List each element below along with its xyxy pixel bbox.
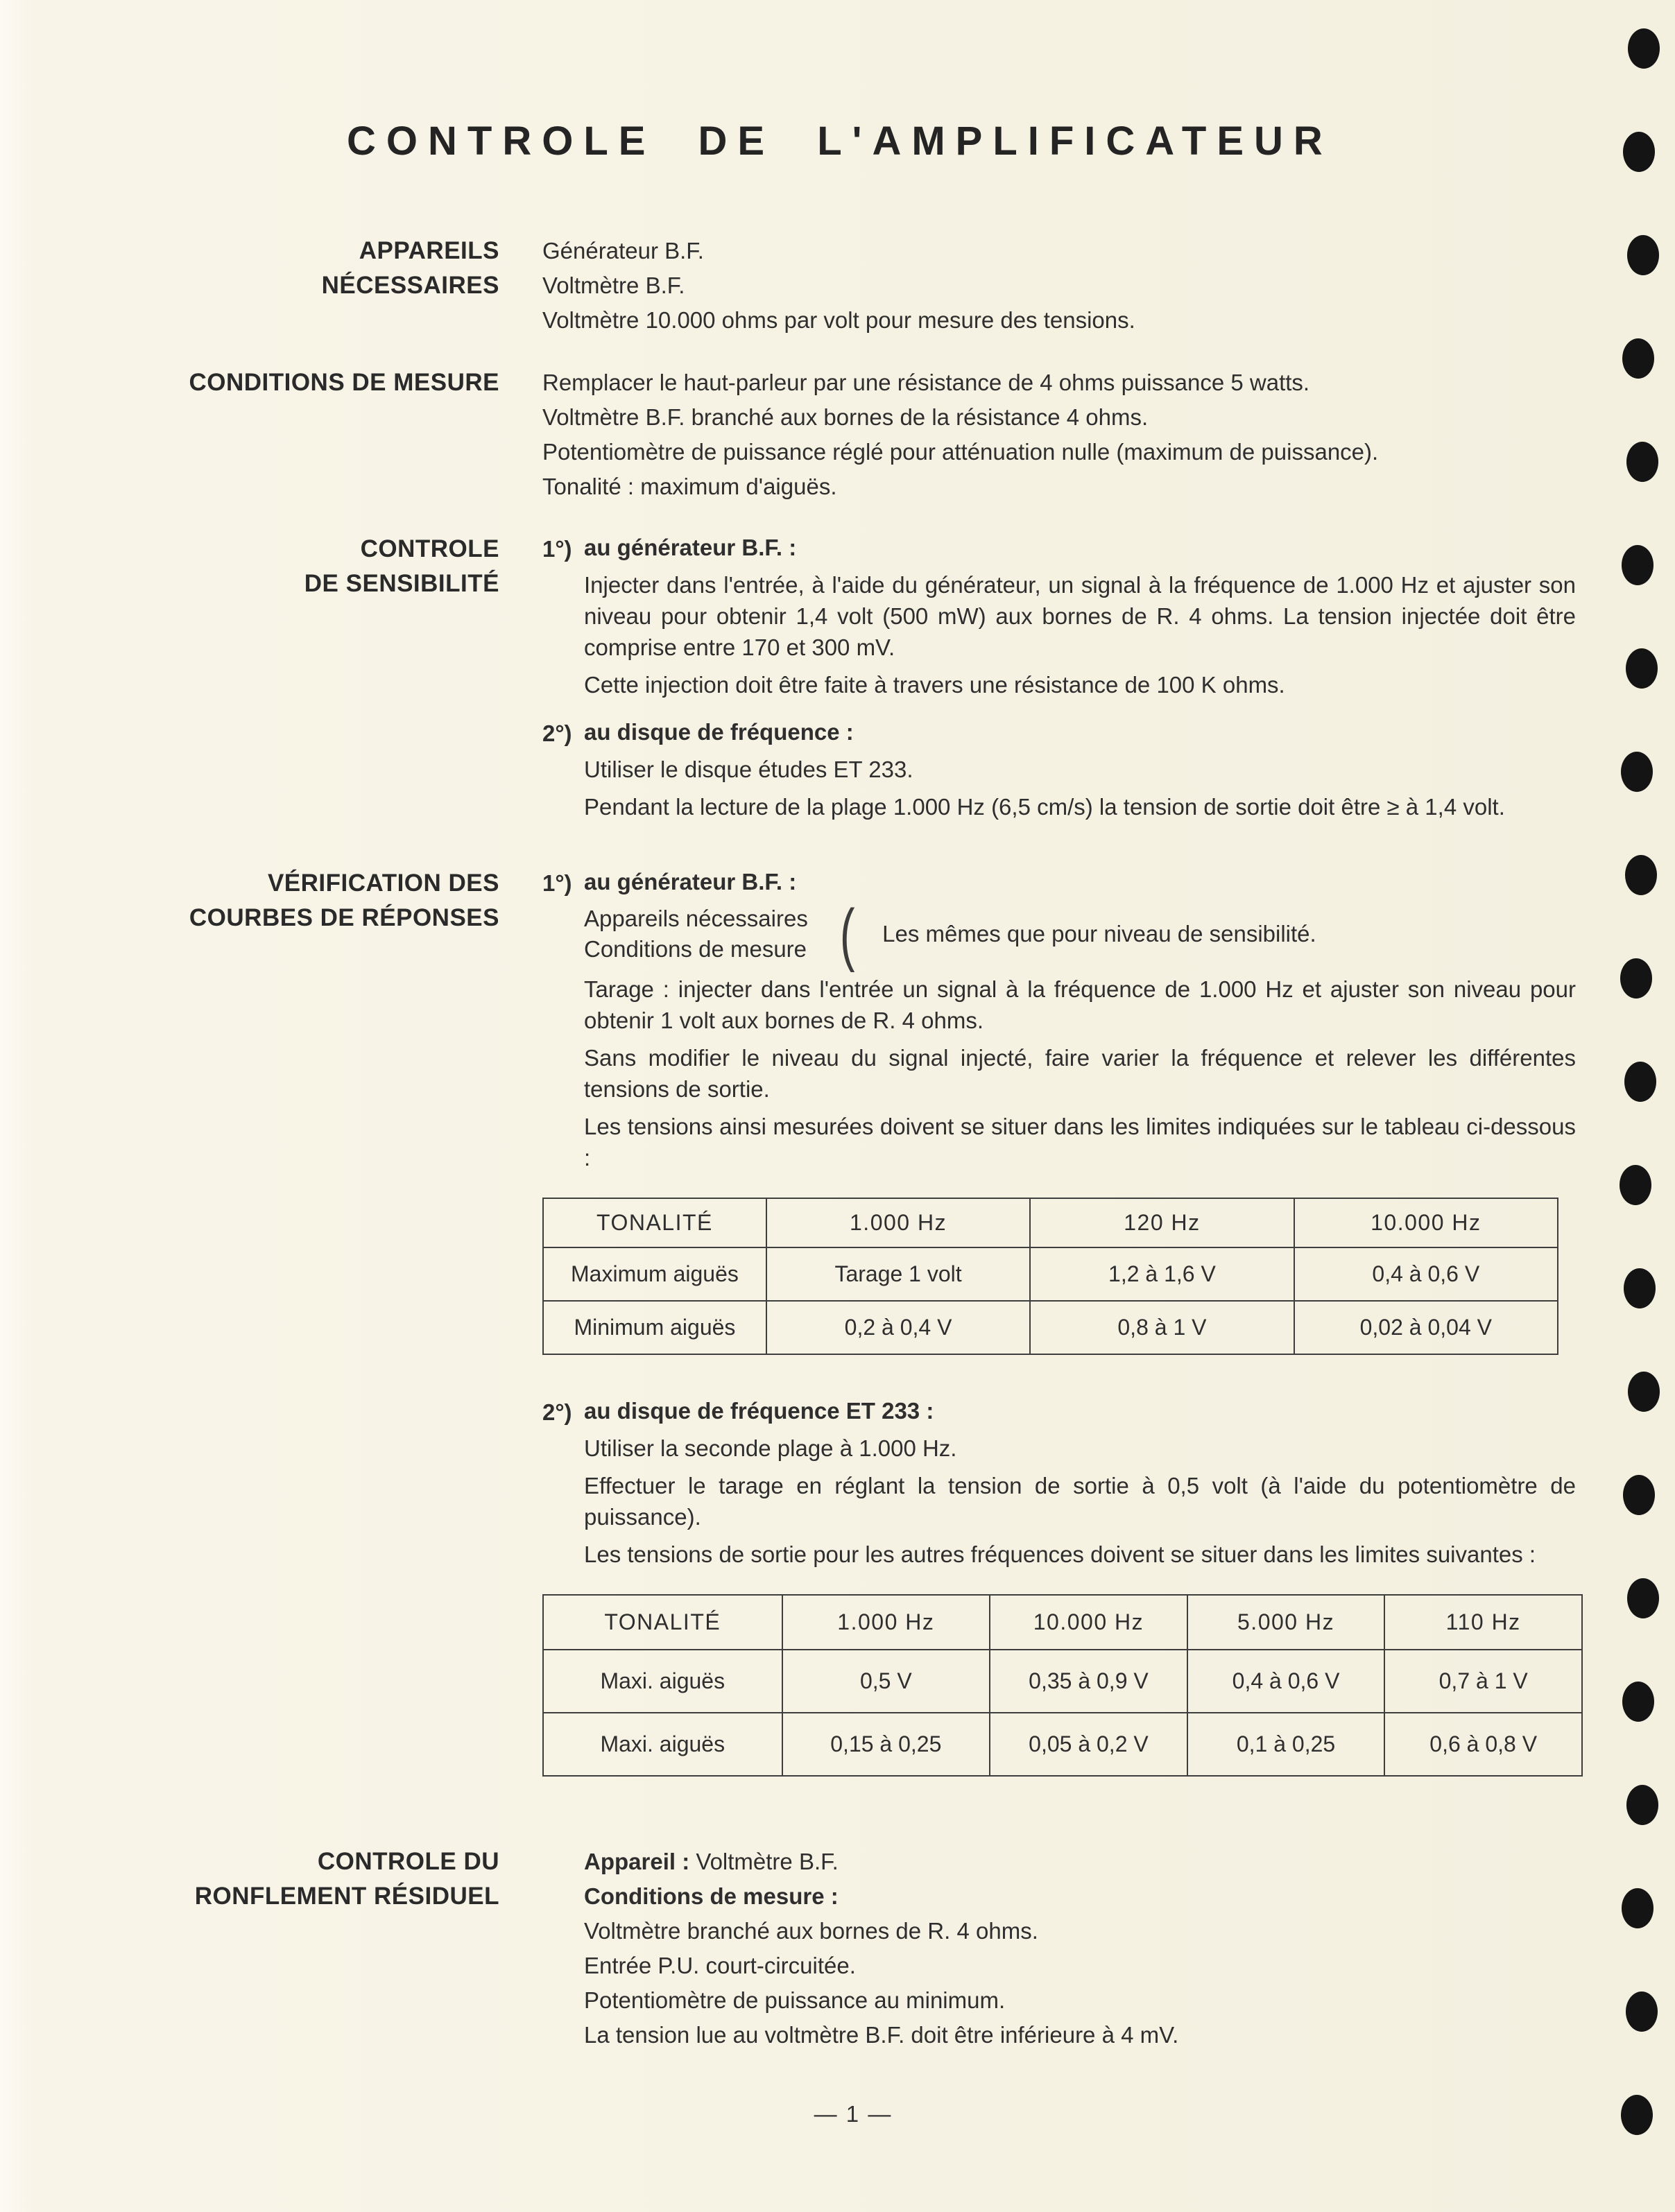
section-body (542, 1844, 1576, 2053)
binder-hole (1627, 235, 1659, 275)
binder-hole (1623, 132, 1655, 172)
brace-right-text: Les mêmes que pour niveau de sensibilité. (882, 921, 1316, 947)
table-header-row (543, 1595, 1582, 1650)
binder-hole (1626, 442, 1658, 482)
numbered-item (542, 1395, 1576, 1576)
text-line: Appareils nécessaires (584, 906, 808, 931)
binder-hole (1620, 1165, 1651, 1205)
text-line: La tension lue au voltmètre B.F. doit être inférieure à 4 mV. (584, 2022, 1179, 2048)
section-body (542, 866, 1576, 1817)
heading-line: APPAREILS (359, 237, 499, 264)
table-cell: Maxi. aiguës (543, 1713, 782, 1776)
table-cell: 0,2 à 0,4 V (766, 1301, 1030, 1354)
field-label: Appareil : (584, 1849, 690, 1874)
section-body (542, 532, 1576, 838)
binder-hole (1624, 1268, 1656, 1308)
table-generateur (542, 1198, 1558, 1355)
brace-icon: ( (839, 895, 855, 973)
paragraph: Cette injection doit être faite à travers une résistance de 100 K ohms. (584, 672, 1285, 698)
paragraph: Sans modifier le niveau du signal injecté, faire varier la fréquence et relever les différentes tensions de sortie. (584, 1045, 1576, 1102)
item-body (584, 716, 1576, 829)
binder-hole (1622, 1888, 1653, 1928)
table-cell: 0,7 à 1 V (1384, 1650, 1582, 1713)
item-body (584, 532, 1576, 707)
binder-hole (1622, 545, 1653, 585)
brace-group (584, 895, 1576, 973)
text-line (584, 1844, 1576, 1879)
heading-line: COURBES DE RÉPONSES (189, 904, 499, 931)
text-line: Potentiomètre de puissance réglé pour atténuation nulle (maximum de puissance). (542, 439, 1379, 465)
text-line: Potentiomètre de puissance au minimum. (584, 1987, 1006, 2013)
table-cell: 0,15 à 0,25 (782, 1713, 990, 1776)
heading-line: RONFLEMENT RÉSIDUEL (194, 1883, 499, 1910)
ronflement-content (584, 1844, 1576, 2053)
item-number: 2°) (542, 1399, 572, 1425)
table-header-cell: 110 Hz (1384, 1595, 1582, 1650)
binder-hole (1622, 1682, 1654, 1722)
table-cell: 0,6 à 0,8 V (1384, 1713, 1582, 1776)
field-value: Voltmètre B.F. (696, 1849, 839, 1874)
table-cell: Tarage 1 volt (766, 1247, 1030, 1301)
table-disque (542, 1594, 1583, 1777)
table-cell: 0,8 à 1 V (1030, 1301, 1294, 1354)
binder-hole (1622, 338, 1654, 379)
binder-hole (1626, 648, 1658, 689)
text-line: Voltmètre 10.000 ohms par volt pour mesure des tensions. (542, 307, 1135, 333)
text-line: Générateur B.F. (542, 238, 704, 263)
table-row (543, 1247, 1558, 1301)
table-row (543, 1713, 1582, 1776)
item-title: au disque de fréquence : (584, 719, 854, 745)
paragraph: Effectuer le tarage en réglant la tension de sortie à 0,5 volt (à l'aide du potentiomètre de puissance). (584, 1473, 1576, 1530)
text-line: Voltmètre B.F. branché aux bornes de la résistance 4 ohms. (542, 404, 1149, 430)
heading-line: VÉRIFICATION DES (267, 870, 499, 897)
table-cell: 0,35 à 0,9 V (990, 1650, 1187, 1713)
binder-hole (1623, 1475, 1655, 1515)
table-cell: 0,05 à 0,2 V (990, 1713, 1187, 1776)
table-header-cell: 10.000 Hz (990, 1595, 1187, 1650)
table-header-cell: 1.000 Hz (782, 1595, 990, 1650)
text-line: Tonalité : maximum d'aiguës. (542, 474, 837, 499)
binder-hole (1624, 1062, 1656, 1102)
section-conditions (132, 365, 1675, 504)
item-body (584, 866, 1576, 1180)
table-cell: Maxi. aiguës (543, 1650, 782, 1713)
paragraph: Les tensions ainsi mesurées doivent se situer dans les limites indiquées sur le tableau ci-dessous : (584, 1114, 1576, 1170)
item-title: au générateur B.F. : (584, 535, 797, 560)
section-verification (132, 866, 1675, 1817)
table-header-row (543, 1198, 1558, 1247)
paragraph: Les tensions de sortie pour les autres fréquences doivent se situer dans les limites suivantes : (584, 1541, 1536, 1567)
item-number: 2°) (542, 720, 572, 746)
section-ronflement (132, 1844, 1675, 2053)
heading-line: CONTROLE DU (317, 1848, 499, 1875)
table-cell: 0,02 à 0,04 V (1294, 1301, 1558, 1354)
table-cell: 0,4 à 0,6 V (1187, 1650, 1385, 1713)
table-cell: Minimum aiguës (543, 1301, 766, 1354)
section-heading-appareils (132, 234, 499, 338)
numbered-item (542, 866, 1576, 1180)
heading-line: NÉCESSAIRES (321, 272, 499, 299)
page-number: — 1 — (814, 2101, 893, 2127)
section-heading-ronflement (132, 1844, 499, 2053)
table-header-cell: TONALITÉ (543, 1595, 782, 1650)
table-header-cell: TONALITÉ (543, 1198, 766, 1247)
item-body (584, 1395, 1576, 1576)
item-number: 1°) (542, 870, 572, 896)
item-title: au générateur B.F. : (584, 869, 797, 895)
table-cell: 0,5 V (782, 1650, 990, 1713)
binder-hole (1621, 752, 1653, 792)
table-cell: 1,2 à 1,6 V (1030, 1247, 1294, 1301)
binder-hole (1620, 958, 1652, 999)
paragraph: Utiliser la seconde plage à 1.000 Hz. (584, 1435, 957, 1461)
numbered-item (542, 532, 1576, 707)
binder-hole (1628, 1372, 1660, 1412)
table-header-cell: 1.000 Hz (766, 1198, 1030, 1247)
section-heading-conditions (132, 365, 499, 504)
heading-line: DE SENSIBILITÉ (304, 570, 499, 597)
table-cell: Maximum aiguës (543, 1247, 766, 1301)
section-heading-sensibilite (132, 532, 499, 838)
page-title: CONTROLE DE L'AMPLIFICATEUR (347, 119, 1333, 164)
paragraph: Pendant la lecture de la plage 1.000 Hz (6,5 cm/s) la tension de sortie doit être ≥ à 1,4 volt. (584, 794, 1505, 820)
heading-line: CONTROLE (360, 535, 499, 562)
paragraph: Tarage : injecter dans l'entrée un signal à la fréquence de 1.000 Hz et ajuster son niveau pour obtenir 1 volt aux bornes de R. 4 ohms. (584, 976, 1576, 1033)
heading-line: CONDITIONS DE MESURE (189, 369, 499, 396)
table-cell: 0,1 à 0,25 (1187, 1713, 1385, 1776)
section-appareils (132, 234, 1675, 338)
item-title: au disque de fréquence ET 233 : (584, 1398, 934, 1424)
text-line: Voltmètre B.F. (542, 273, 685, 298)
paragraph: Injecter dans l'entrée, à l'aide du générateur, un signal à la fréquence de 1.000 Hz et ajuster son niveau pour obtenir 1,4 volt (500 mW) aux bornes de R. 4 ohms. La tension injectée doit être comprise entre 170 et 300 mV. (584, 572, 1576, 660)
text-line: Entrée P.U. court-circuitée. (584, 1953, 856, 1978)
text-line: Conditions de mesure (584, 936, 807, 962)
table-row (543, 1301, 1558, 1354)
text-line: Voltmètre branché aux bornes de R. 4 ohms. (584, 1918, 1038, 1944)
table-cell: 0,4 à 0,6 V (1294, 1247, 1558, 1301)
table-header-cell: 10.000 Hz (1294, 1198, 1558, 1247)
item-number: 1°) (542, 536, 572, 562)
binder-hole (1626, 1991, 1658, 2032)
binder-hole (1628, 28, 1660, 69)
section-sensibilite (132, 532, 1675, 838)
section-heading-verification (132, 866, 499, 1817)
section-body (542, 365, 1576, 504)
table-header-cell: 5.000 Hz (1187, 1595, 1385, 1650)
binder-hole (1625, 855, 1657, 895)
section-body (542, 234, 1576, 338)
table-header-cell: 120 Hz (1030, 1198, 1294, 1247)
text-line: Conditions de mesure : (584, 1883, 839, 1909)
binder-hole (1626, 1785, 1658, 1825)
numbered-item (542, 716, 1576, 829)
binder-hole (1621, 2095, 1653, 2135)
table-row (543, 1650, 1582, 1713)
paragraph: Utiliser le disque études ET 233. (584, 757, 913, 782)
binder-hole (1627, 1578, 1659, 1618)
brace-left-lines (584, 904, 808, 965)
text-line: Remplacer le haut-parleur par une résistance de 4 ohms puissance 5 watts. (542, 370, 1310, 395)
